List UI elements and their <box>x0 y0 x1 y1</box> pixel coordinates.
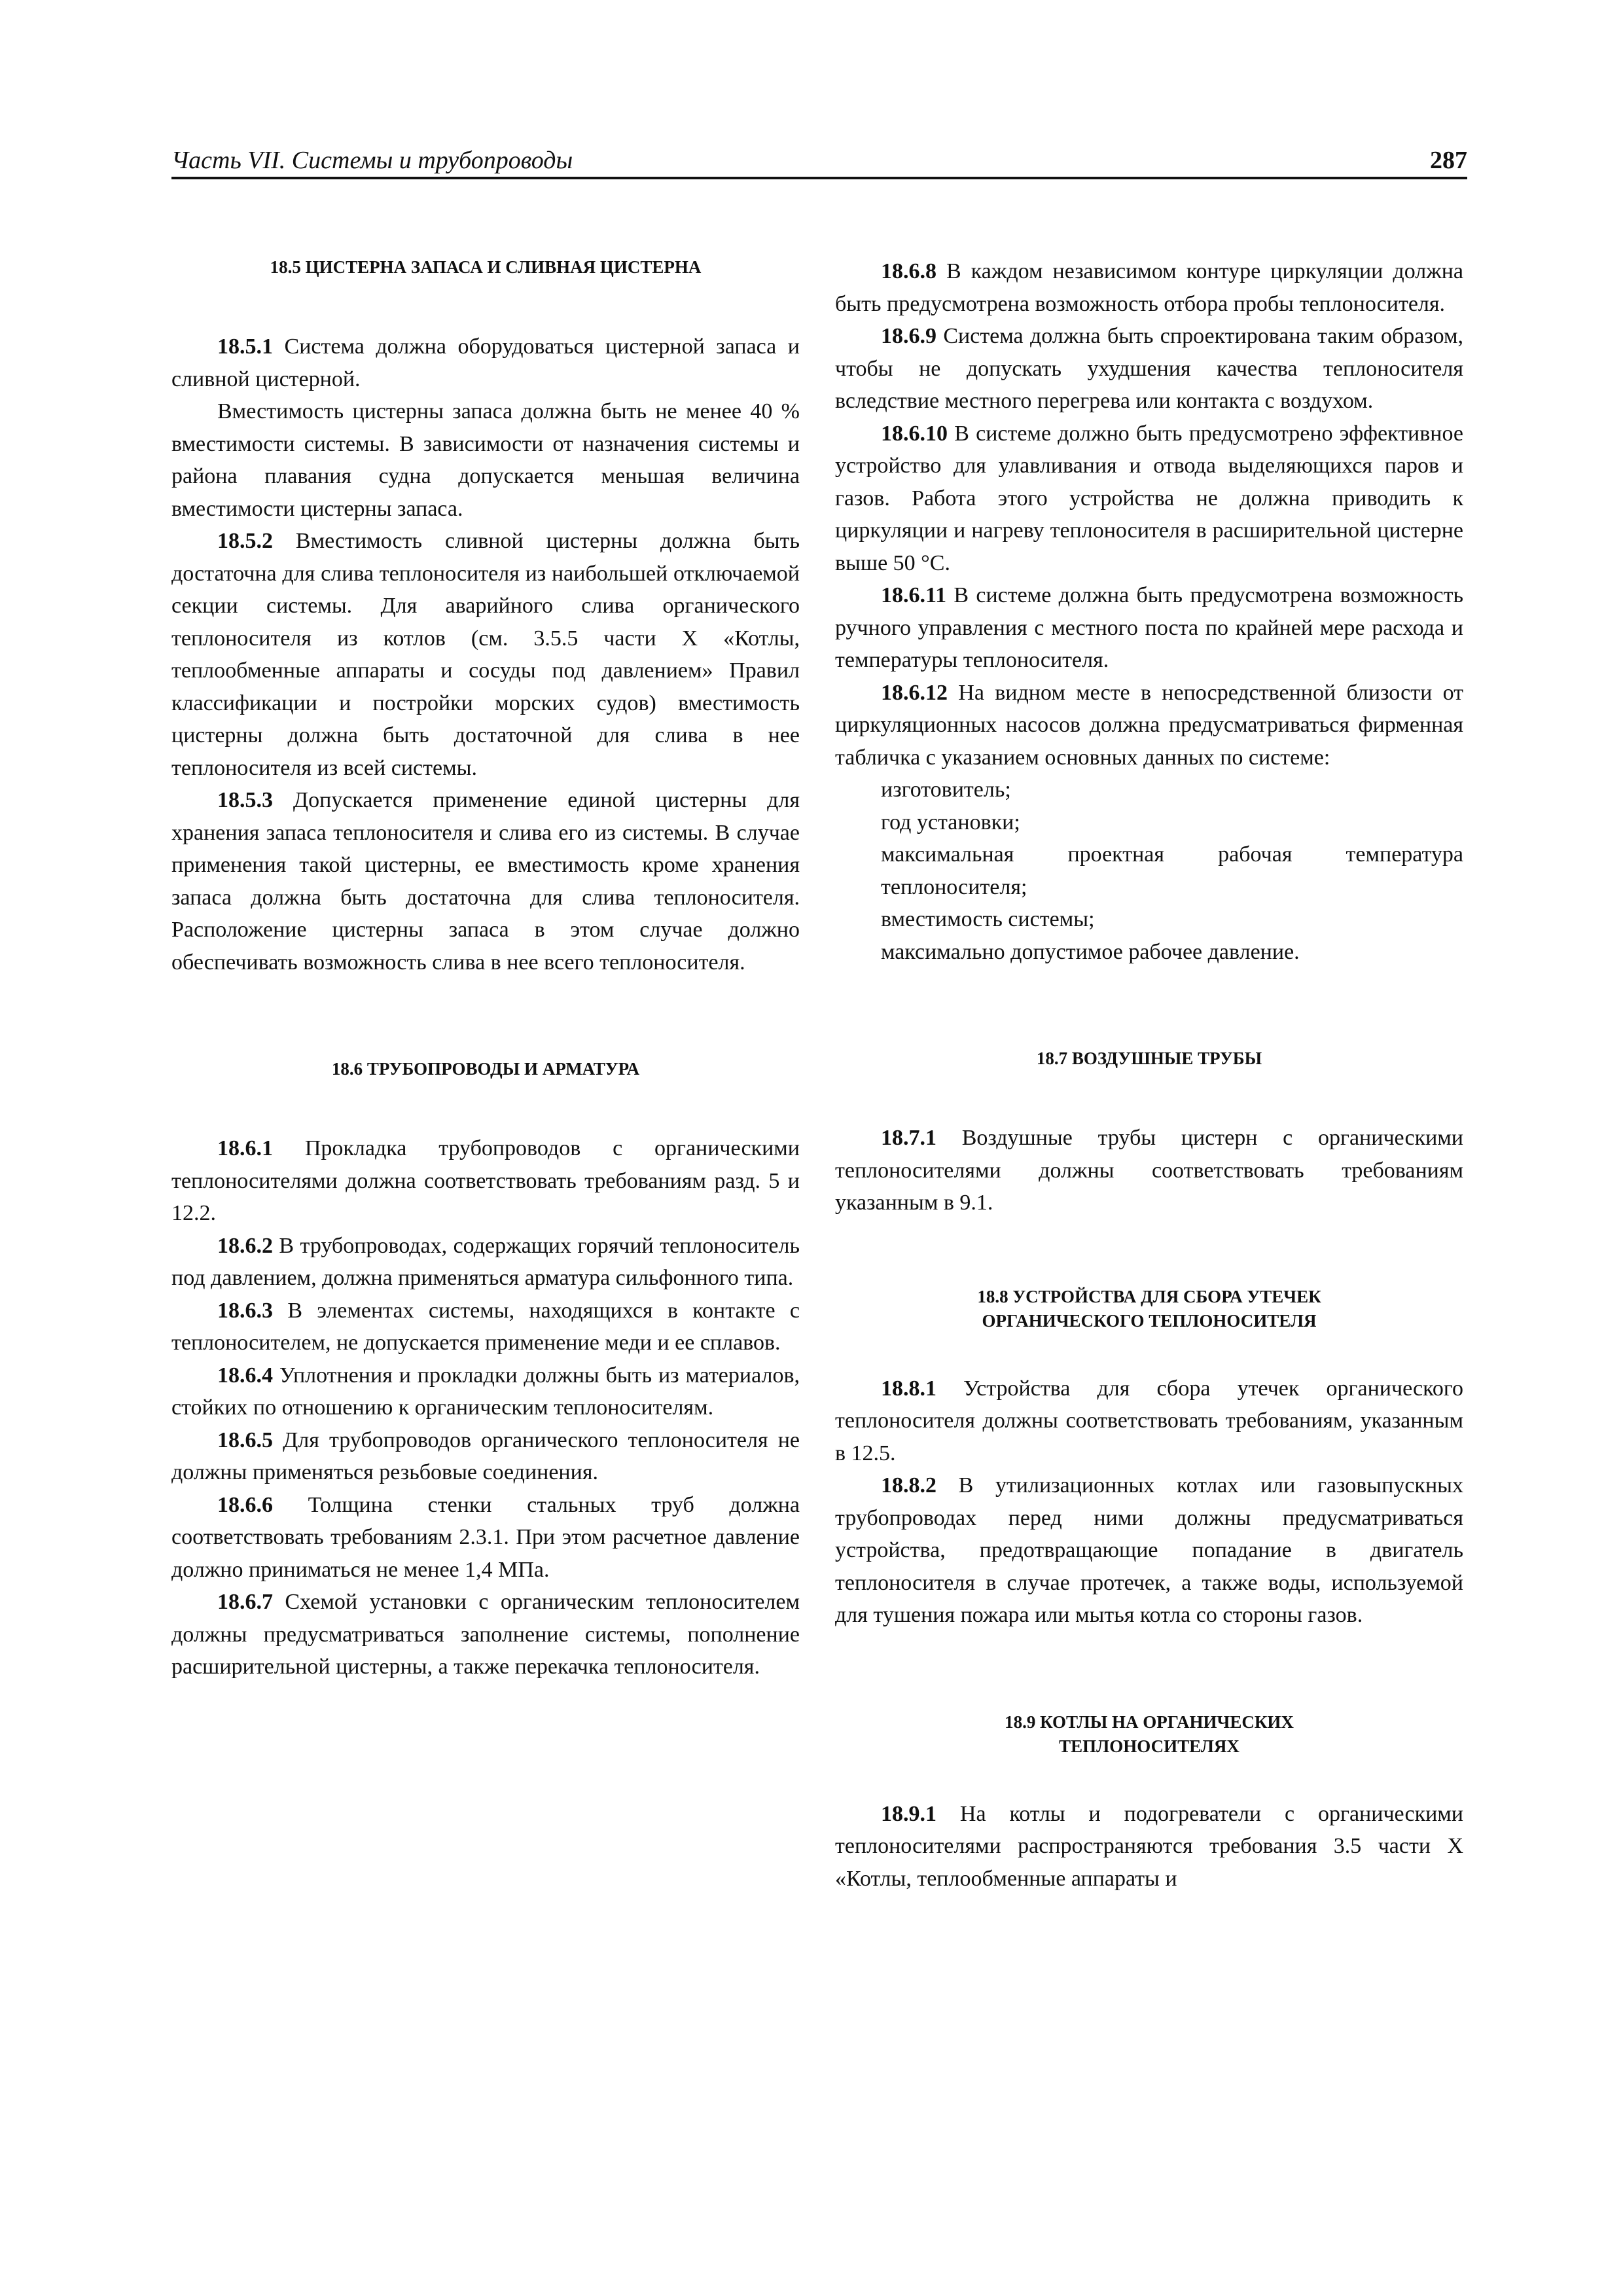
paragraph-18-8-2 <box>835 1469 1463 1632</box>
heading-line: ТЕПЛОНОСИТЕЛЯХ <box>1059 1736 1240 1756</box>
clause-text: Прокладка трубопроводов с органическими теплоносителями должна соответствовать требованиям разд. 5 и 12.2. <box>171 1136 800 1225</box>
running-header-title: Часть VII. Системы и трубопроводы <box>171 147 573 174</box>
clause-text: Воздушные трубы цистерн с органическими теплоносителями должны соответствовать требованиям указанным в 9.1. <box>835 1126 1463 1215</box>
section-heading-18-5: 18.5 ЦИСТЕРНА ЗАПАСА И СЛИВНАЯ ЦИСТЕРНА <box>270 257 702 277</box>
paragraph-18-6-11 <box>835 579 1463 677</box>
clause-number: 18.6.8 <box>881 259 936 283</box>
clause-text: В системе должна быть предусмотрена возможность ручного управления с местного поста по крайней мере расхода и температуры теплоносителя. <box>835 583 1463 672</box>
paragraph-18-9-1 <box>835 1798 1463 1895</box>
clause-text: В трубопроводах, содержащих горячий теплоноситель под давлением, должна применяться арматура сильфонного типа. <box>171 1233 800 1290</box>
paragraph-18-6-12 <box>835 677 1463 774</box>
paragraph-18-5-1 <box>171 331 800 395</box>
header-rule <box>171 177 1467 179</box>
clause-text: На котлы и подогреватели с органическими теплоносителями распространяются требования 3.5 части X «Котлы, теплообменные аппараты и <box>835 1801 1463 1891</box>
clause-text: Система должна оборудоваться цистерной запаса и сливной цистерной. <box>171 334 800 391</box>
clause-number: 18.6.4 <box>217 1363 273 1388</box>
paragraph-18-6-8 <box>835 255 1463 320</box>
clause-number: 18.6.2 <box>217 1233 273 1258</box>
clause-text: В системе должно быть предусмотрено эффективное устройство для улавливания и отвода выделяющихся паров и газов. Работа этого устройства не должна приводить к циркуляции и нагреву теплоносителя в расширительной цистерне выше 50 °С. <box>835 421 1463 575</box>
paragraph-18-5-3 <box>171 784 800 978</box>
clause-text: На видном месте в непосредственной близости от циркуляционных насосов должна предусматриваться фирменная табличка с указанием основных данных по системе: <box>835 680 1463 770</box>
clause-number: 18.5.1 <box>217 334 273 359</box>
paragraph-18-7-1 <box>835 1122 1463 1219</box>
clause-number: 18.6.10 <box>881 421 948 446</box>
paragraph-18-6-5 <box>171 1424 800 1489</box>
list-item: вместимость системы; <box>881 907 1095 931</box>
clause-number: 18.7.1 <box>881 1126 936 1150</box>
paragraph-18-6-3 <box>171 1295 800 1359</box>
clause-text: В элементах системы, находящихся в контакте с теплоносителем, не допускается применение меди и ее сплавов. <box>171 1298 800 1355</box>
paragraph-18-6-9 <box>835 320 1463 418</box>
paragraph-18-8-1 <box>835 1372 1463 1470</box>
clause-number: 18.6.11 <box>881 583 947 607</box>
list-item: максимально допустимое рабочее давление. <box>881 939 1300 964</box>
clause-text: Для трубопроводов органического теплоносителя не должны применяться резьбовые соединения. <box>171 1427 800 1484</box>
left-column <box>171 255 800 1683</box>
clause-text: Уплотнения и прокладки должны быть из материалов, стойких по отношению к органическим теплоносителям. <box>171 1363 800 1420</box>
clause-number: 18.9.1 <box>881 1801 936 1826</box>
paragraph-18-6-7 <box>171 1586 800 1683</box>
page-number: 287 <box>1430 147 1467 174</box>
section-heading-18-8 <box>835 1285 1463 1333</box>
clause-text: Устройства для сбора утечек органического теплоносителя должны соответствовать требованиям, указанным в 12.5. <box>835 1376 1463 1465</box>
clause-number: 18.6.5 <box>217 1427 273 1452</box>
heading-line: 18.9 КОТЛЫ НА ОРГАНИЧЕСКИХ <box>1005 1712 1294 1732</box>
list-item: изготовитель; <box>881 778 1011 802</box>
paragraph-18-6-10 <box>835 418 1463 580</box>
clause-number: 18.8.1 <box>881 1376 936 1401</box>
clause-number: 18.8.2 <box>881 1473 936 1498</box>
paragraph-18-6-1 <box>171 1132 800 1230</box>
heading-line: ОРГАНИЧЕСКОГО ТЕПЛОНОСИТЕЛЯ <box>982 1310 1317 1331</box>
clause-text: В каждом независимом контуре циркуляции должна быть предусмотрена возможность отбора пробы теплоносителя. <box>835 259 1463 316</box>
heading-line: 18.8 УСТРОЙСТВА ДЛЯ СБОРА УТЕЧЕК <box>977 1286 1321 1306</box>
list-item: максимальная проектная рабочая температура теплоносителя; <box>881 842 1463 899</box>
clause-text: Толщина стенки стальных труб должна соответствовать требованиям 2.3.1. При этом расчетное давление должно приниматься не менее 1,4 МПа. <box>171 1492 800 1582</box>
section-heading-18-6: 18.6 ТРУБОПРОВОДЫ И АРМАТУРА <box>331 1059 640 1079</box>
clause-number: 18.6.7 <box>217 1590 273 1614</box>
clause-text: В утилизационных котлах или газовыпускных трубопроводах перед ними должны предусматриваться устройства, предотвращающие попадание в двигатель теплоносителя в случае протечек, а также воды, используемой для тушения пожара или мытья котла со стороны газов. <box>835 1473 1463 1627</box>
section-heading-18-9 <box>835 1710 1463 1759</box>
clause-text: Схемой установки с органическим теплоносителем должны предусматриваться заполнение системы, пополнение расширительной цистерны, а также перекачка теплоносителя. <box>171 1590 800 1679</box>
right-column <box>835 255 1463 1895</box>
clause-number: 18.5.3 <box>217 788 273 812</box>
clause-text: Система должна быть спроектирована таким образом, чтобы не допускать ухудшения качества теплоносителя вследствие местного перегрева или контакта с воздухом. <box>835 324 1463 413</box>
page-header <box>171 141 1467 180</box>
list-item: год установки; <box>881 810 1020 834</box>
paragraph-18-6-6 <box>171 1489 800 1587</box>
paragraph-18-5-2 <box>171 525 800 784</box>
paragraph-18-6-4 <box>171 1359 800 1424</box>
clause-number: 18.6.1 <box>217 1136 273 1160</box>
clause-number: 18.6.3 <box>217 1298 273 1323</box>
section-heading-18-7: 18.7 ВОЗДУШНЫЕ ТРУБЫ <box>1036 1049 1262 1068</box>
paragraph-18-5-1-b: Вместимость цистерны запаса должна быть не менее 40 % вместимости системы. В зависимости от назначения системы и района плавания судна допускается меньшая величина вместимости цистерны запаса. <box>171 399 800 521</box>
clause-text: Допускается применение единой цистерны для хранения запаса теплоносителя и слива его из системы. В случае применения такой цистерны, ее вместимость кроме хранения запаса должна быть достаточна для слива теплоносителя. Расположение цистерны запаса в этом случае должно обеспечивать возможность слива в нее всего теплоносителя. <box>171 788 800 975</box>
clause-number: 18.6.12 <box>881 680 948 705</box>
clause-number: 18.6.9 <box>881 324 936 348</box>
clause-number: 18.6.6 <box>217 1492 273 1517</box>
clause-number: 18.5.2 <box>217 529 273 553</box>
clause-text: Вместимость сливной цистерны должна быть достаточна для слива теплоносителя из наибольшей отключаемой секции системы. Для аварийного слива органического теплоносителя из котлов (см. 3.5.5 части X «Котлы, теплообменные аппараты и сосуды под давлением» Правил классификации и постройки морских судов) вместимость цистерны должна быть достаточной для слива в нее теплоносителя из всей системы. <box>171 529 800 780</box>
paragraph-18-6-2 <box>171 1230 800 1295</box>
